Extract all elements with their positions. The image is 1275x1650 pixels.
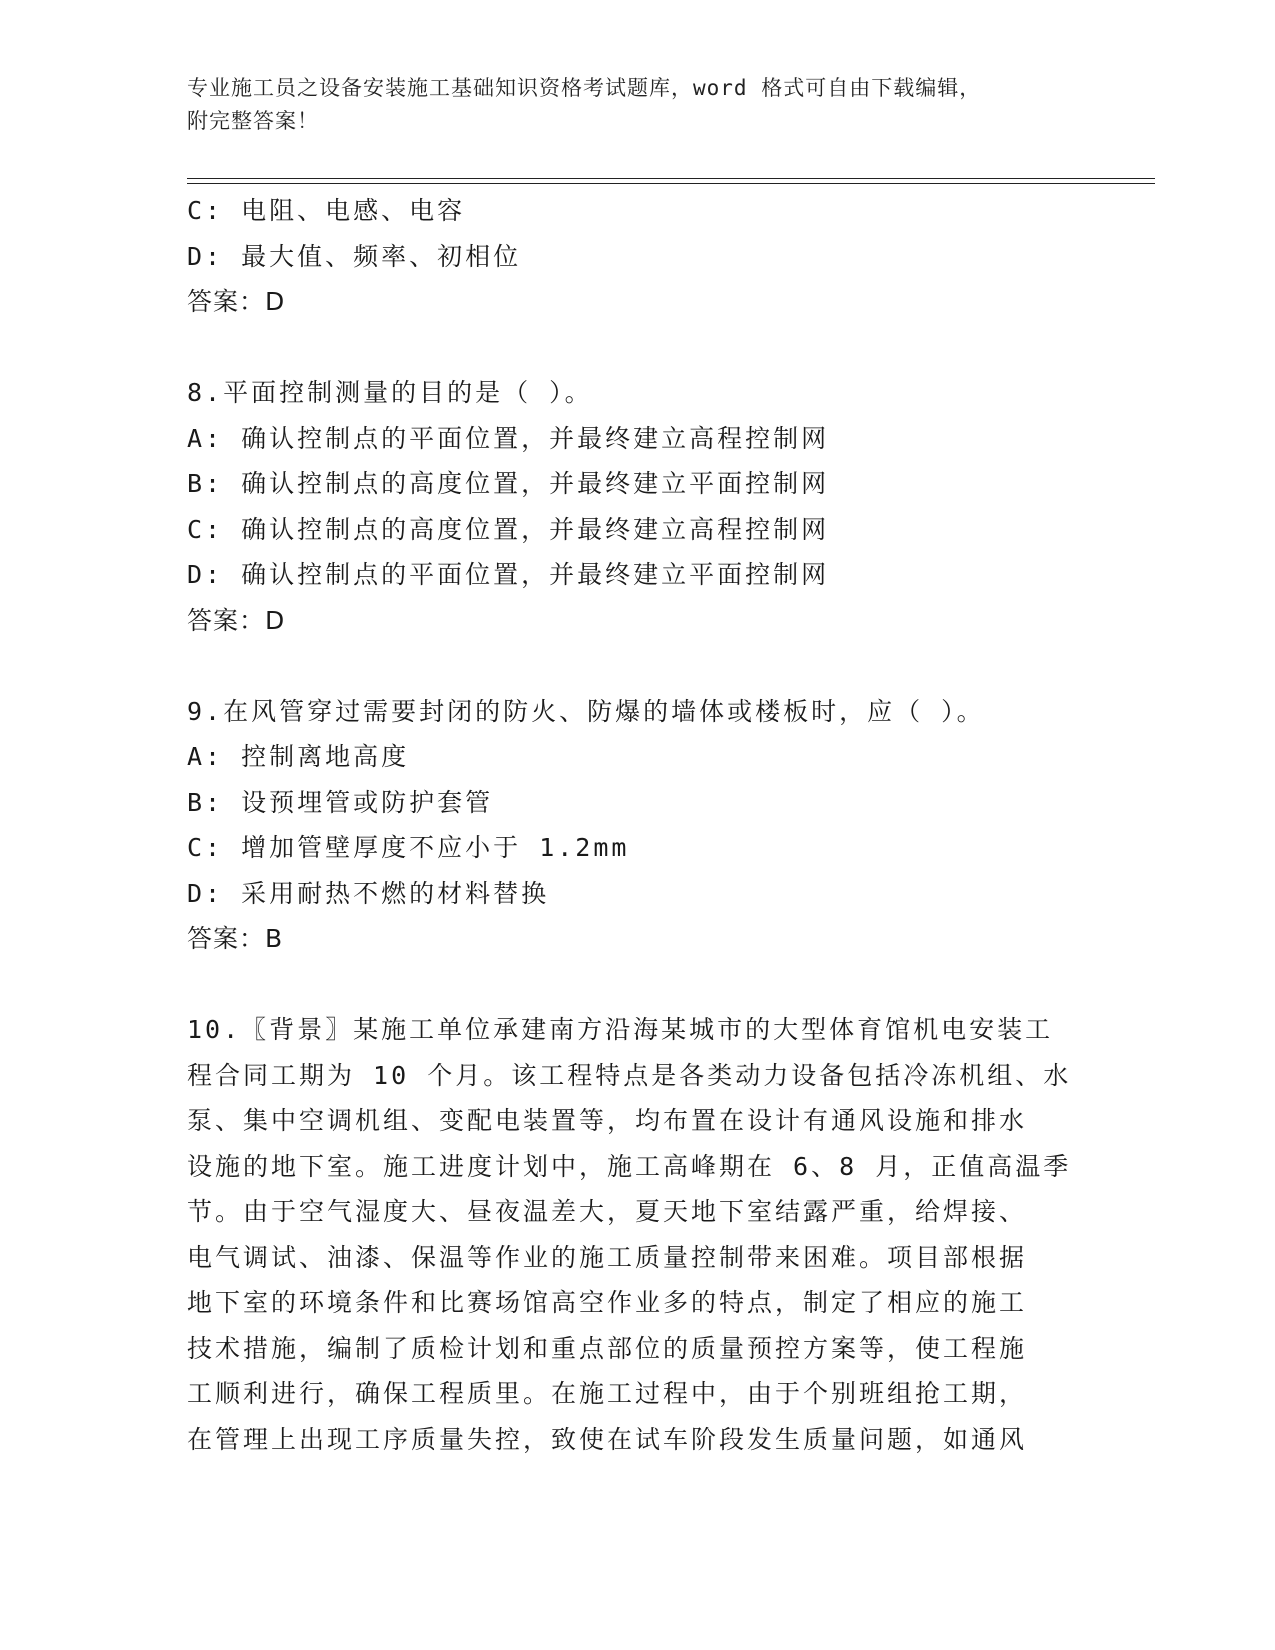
option-c: C: 确认控制点的高度位置，并最终建立高程控制网 xyxy=(187,514,830,544)
option-d: D: 最大值、频率、初相位 xyxy=(187,241,522,271)
question-8 xyxy=(187,370,1107,643)
answer: 答案：B xyxy=(187,924,284,953)
option-b: B: 设预埋管或防护套管 xyxy=(187,787,494,817)
question-text: 8.平面控制测量的目的是（ ）。 xyxy=(187,378,593,407)
option-d: D: 确认控制点的平面位置，并最终建立平面控制网 xyxy=(187,560,830,589)
option-a: A: 控制离地高度 xyxy=(187,742,410,771)
paragraph-line: 泵、集中空调机组、变配电装置等，均布置在设计有通风设施和排水 xyxy=(187,1106,1028,1135)
spacer xyxy=(187,325,1107,371)
paragraph-line: 程合同工期为 10 个月。该工程特点是各类动力设备包括冷冻机组、水 xyxy=(187,1060,1072,1090)
header-divider xyxy=(187,178,1155,184)
paragraph-line: 地下室的环境条件和比赛场馆高空作业多的特点，制定了相应的施工 xyxy=(187,1288,1028,1317)
paragraph-line: 在管理上出现工序质量失控，致使在试车阶段发生质量问题，如通风 xyxy=(187,1424,1028,1454)
paragraph-line: 节。由于空气湿度大、昼夜温差大，夏天地下室结露严重，给焊接、 xyxy=(187,1197,1028,1226)
option-c: C: 电阻、电感、电容 xyxy=(187,196,466,225)
question-7-tail xyxy=(187,188,1107,325)
spacer xyxy=(187,962,1107,1008)
option-a: A: 确认控制点的平面位置，并最终建立高程控制网 xyxy=(187,423,830,453)
paragraph-line: 电气调试、油漆、保温等作业的施工质量控制带来困难。项目部根据 xyxy=(187,1242,1028,1272)
answer: 答案：D xyxy=(187,605,286,635)
option-c: C: 增加管壁厚度不应小于 1.2mm xyxy=(187,833,630,862)
question-9 xyxy=(187,689,1107,962)
question-text: 9.在风管穿过需要封闭的防火、防爆的墙体或楼板时，应（ ）。 xyxy=(187,696,985,726)
option-b: B: 确认控制点的高度位置，并最终建立平面控制网 xyxy=(187,469,830,498)
question-10 xyxy=(187,1007,1087,1462)
spacer xyxy=(187,643,1107,689)
option-d: D: 采用耐热不燃的材料替换 xyxy=(187,878,550,908)
paragraph-line: 工顺利进行，确保工程质里。在施工过程中，由于个别班组抢工期， xyxy=(187,1379,1028,1408)
paragraph-line: 技术措施，编制了质检计划和重点部位的质量预控方案等，使工程施 xyxy=(187,1333,1028,1363)
paragraph-line: 设施的地下室。施工进度计划中，施工高峰期在 6、8 月，正值高温季 xyxy=(187,1151,1072,1181)
header-line-2: 附完整答案！ xyxy=(187,109,319,133)
paragraph-line: 10.〖背景〗某施工单位承建南方沿海某城市的大型体育馆机电安装工 xyxy=(187,1015,1054,1044)
answer: 答案：D xyxy=(187,287,286,316)
header-line-1: 专业施工员之设备安装施工基础知识资格考试题库，word 格式可自由下载编辑， xyxy=(187,76,982,100)
question-list xyxy=(187,188,1107,1462)
document-header xyxy=(187,72,1067,138)
